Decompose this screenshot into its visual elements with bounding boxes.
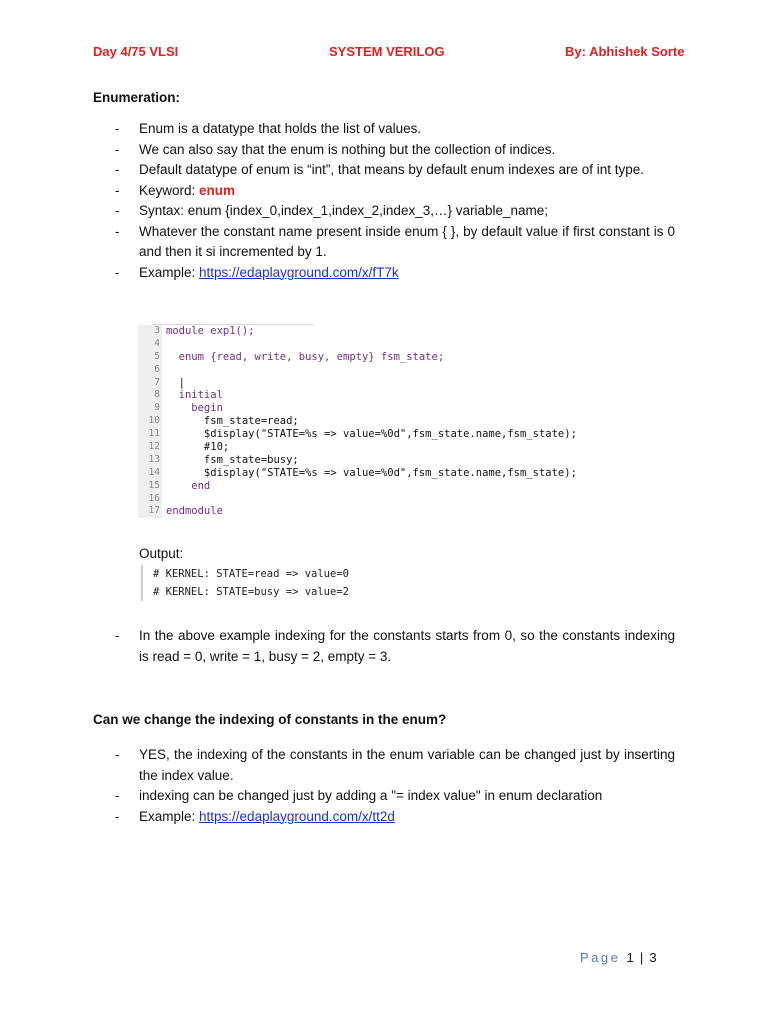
output-label: Output:: [139, 546, 184, 561]
code-line-text: $display("STATE=%s => value=%0d",fsm_state.name,fsm_state);: [166, 466, 577, 479]
code-line: [138, 377, 648, 390]
header-left: Day 4/75 VLSI: [93, 44, 179, 59]
code-line: [138, 454, 648, 467]
list-item: - Example: https://edaplayground.com/x/tt2d: [115, 808, 395, 824]
output-line: # KERNEL: STATE=read => value=0: [153, 568, 349, 580]
code-line-number: 13: [138, 454, 162, 467]
section-heading-change-indexing: Can we change the indexing of constants in the enum?: [93, 712, 447, 727]
code-line: [138, 467, 648, 480]
code-line: [138, 325, 648, 338]
code-line-text: end: [166, 479, 211, 492]
list-item: - Example: https://edaplayground.com/x/fT7k: [115, 264, 399, 280]
code-line: [138, 415, 648, 428]
list-item: - Default datatype of enum is “int”, that means by default enum indexes are of int type.: [115, 162, 645, 177]
list-item: - indexing can be changed just by adding a "= index value" in enum declaration: [115, 788, 603, 803]
list-item: - Keyword: enum: [115, 182, 236, 198]
list-item: - YES, the indexing of the constants in the enum variable can be changed just by inserting the index value.: [115, 747, 675, 783]
code-snippet: [138, 325, 648, 518]
code-line-number: 4: [138, 338, 162, 351]
code-line-number: 17: [138, 505, 162, 518]
code-line-number: 14: [138, 467, 162, 480]
header-center: SYSTEM VERILOG: [329, 44, 445, 59]
code-line-text: #10;: [166, 441, 230, 454]
list-item: - In the above example indexing for the constants starts from 0, so the constants indexing is read = 0, write = 1, busy = 2, empty = 3.: [115, 628, 675, 664]
keyword-enum: enum: [199, 182, 236, 198]
output-console: [141, 565, 383, 601]
footer-page-number: 1: [626, 950, 634, 965]
code-line-number: 6: [138, 364, 162, 377]
code-line-text: enum {read, write, busy, empty} fsm_state;: [166, 350, 445, 363]
code-line-text: endmodule: [166, 505, 223, 518]
list-item: - Syntax: enum {index_0,index_1,index_2,index_3,…} variable_name;: [115, 203, 549, 218]
code-line-text: begin: [166, 402, 223, 415]
section-heading-enumeration: Enumeration:: [93, 90, 181, 105]
code-line-text: $display("STATE=%s => value=%0d",fsm_state.name,fsm_state);: [166, 428, 577, 441]
code-line-text: module exp1();: [166, 325, 255, 337]
code-line: [138, 338, 648, 351]
list-item: - Whatever the constant name present inside enum { }, by default value if first constant is 0 and then it si incremented by 1.: [115, 223, 675, 259]
code-line: [138, 402, 648, 415]
code-line-number: 16: [138, 493, 162, 506]
code-line-text: initial: [166, 389, 223, 402]
code-line-text: |: [166, 376, 185, 389]
code-line: [138, 351, 648, 364]
code-line-number: 5: [138, 351, 162, 364]
example-link-2[interactable]: https://edaplayground.com/x/tt2d: [199, 808, 395, 824]
code-line-number: 10: [138, 415, 162, 428]
note-bullet-list: [93, 626, 675, 667]
code-line: [138, 428, 648, 441]
page-footer: [580, 950, 657, 965]
enumeration-bullet-list: [93, 119, 675, 283]
code-line: [138, 389, 648, 402]
list-item: - We can also say that the enum is nothing but the collection of indices.: [115, 141, 556, 157]
code-line-number: 15: [138, 480, 162, 493]
code-line-number: 8: [138, 389, 162, 402]
code-line-number: 3: [138, 325, 162, 338]
code-line: [138, 480, 648, 493]
header-right: By: Abhishek Sorte: [565, 44, 685, 59]
code-line-number: 9: [138, 402, 162, 415]
footer-page-total: 3: [649, 950, 657, 965]
footer-separator: |: [639, 950, 644, 965]
code-line: [138, 441, 648, 454]
code-line-number: 11: [138, 428, 162, 441]
list-item: - Enum is a datatype that holds the list of values.: [115, 121, 422, 136]
footer-page-label: Page: [580, 950, 621, 965]
output-line: # KERNEL: STATE=busy => value=2: [153, 586, 349, 598]
indexing-bullet-list: [93, 745, 675, 827]
code-line-text: fsm_state=read;: [166, 415, 299, 428]
code-line: [138, 505, 648, 518]
code-line: [138, 493, 648, 506]
code-line: [138, 364, 648, 377]
example-link-1[interactable]: https://edaplayground.com/x/fT7k: [199, 264, 399, 280]
code-line-number: 7: [138, 377, 162, 390]
code-line-number: 12: [138, 441, 162, 454]
code-line-text: fsm_state=busy;: [166, 453, 299, 466]
